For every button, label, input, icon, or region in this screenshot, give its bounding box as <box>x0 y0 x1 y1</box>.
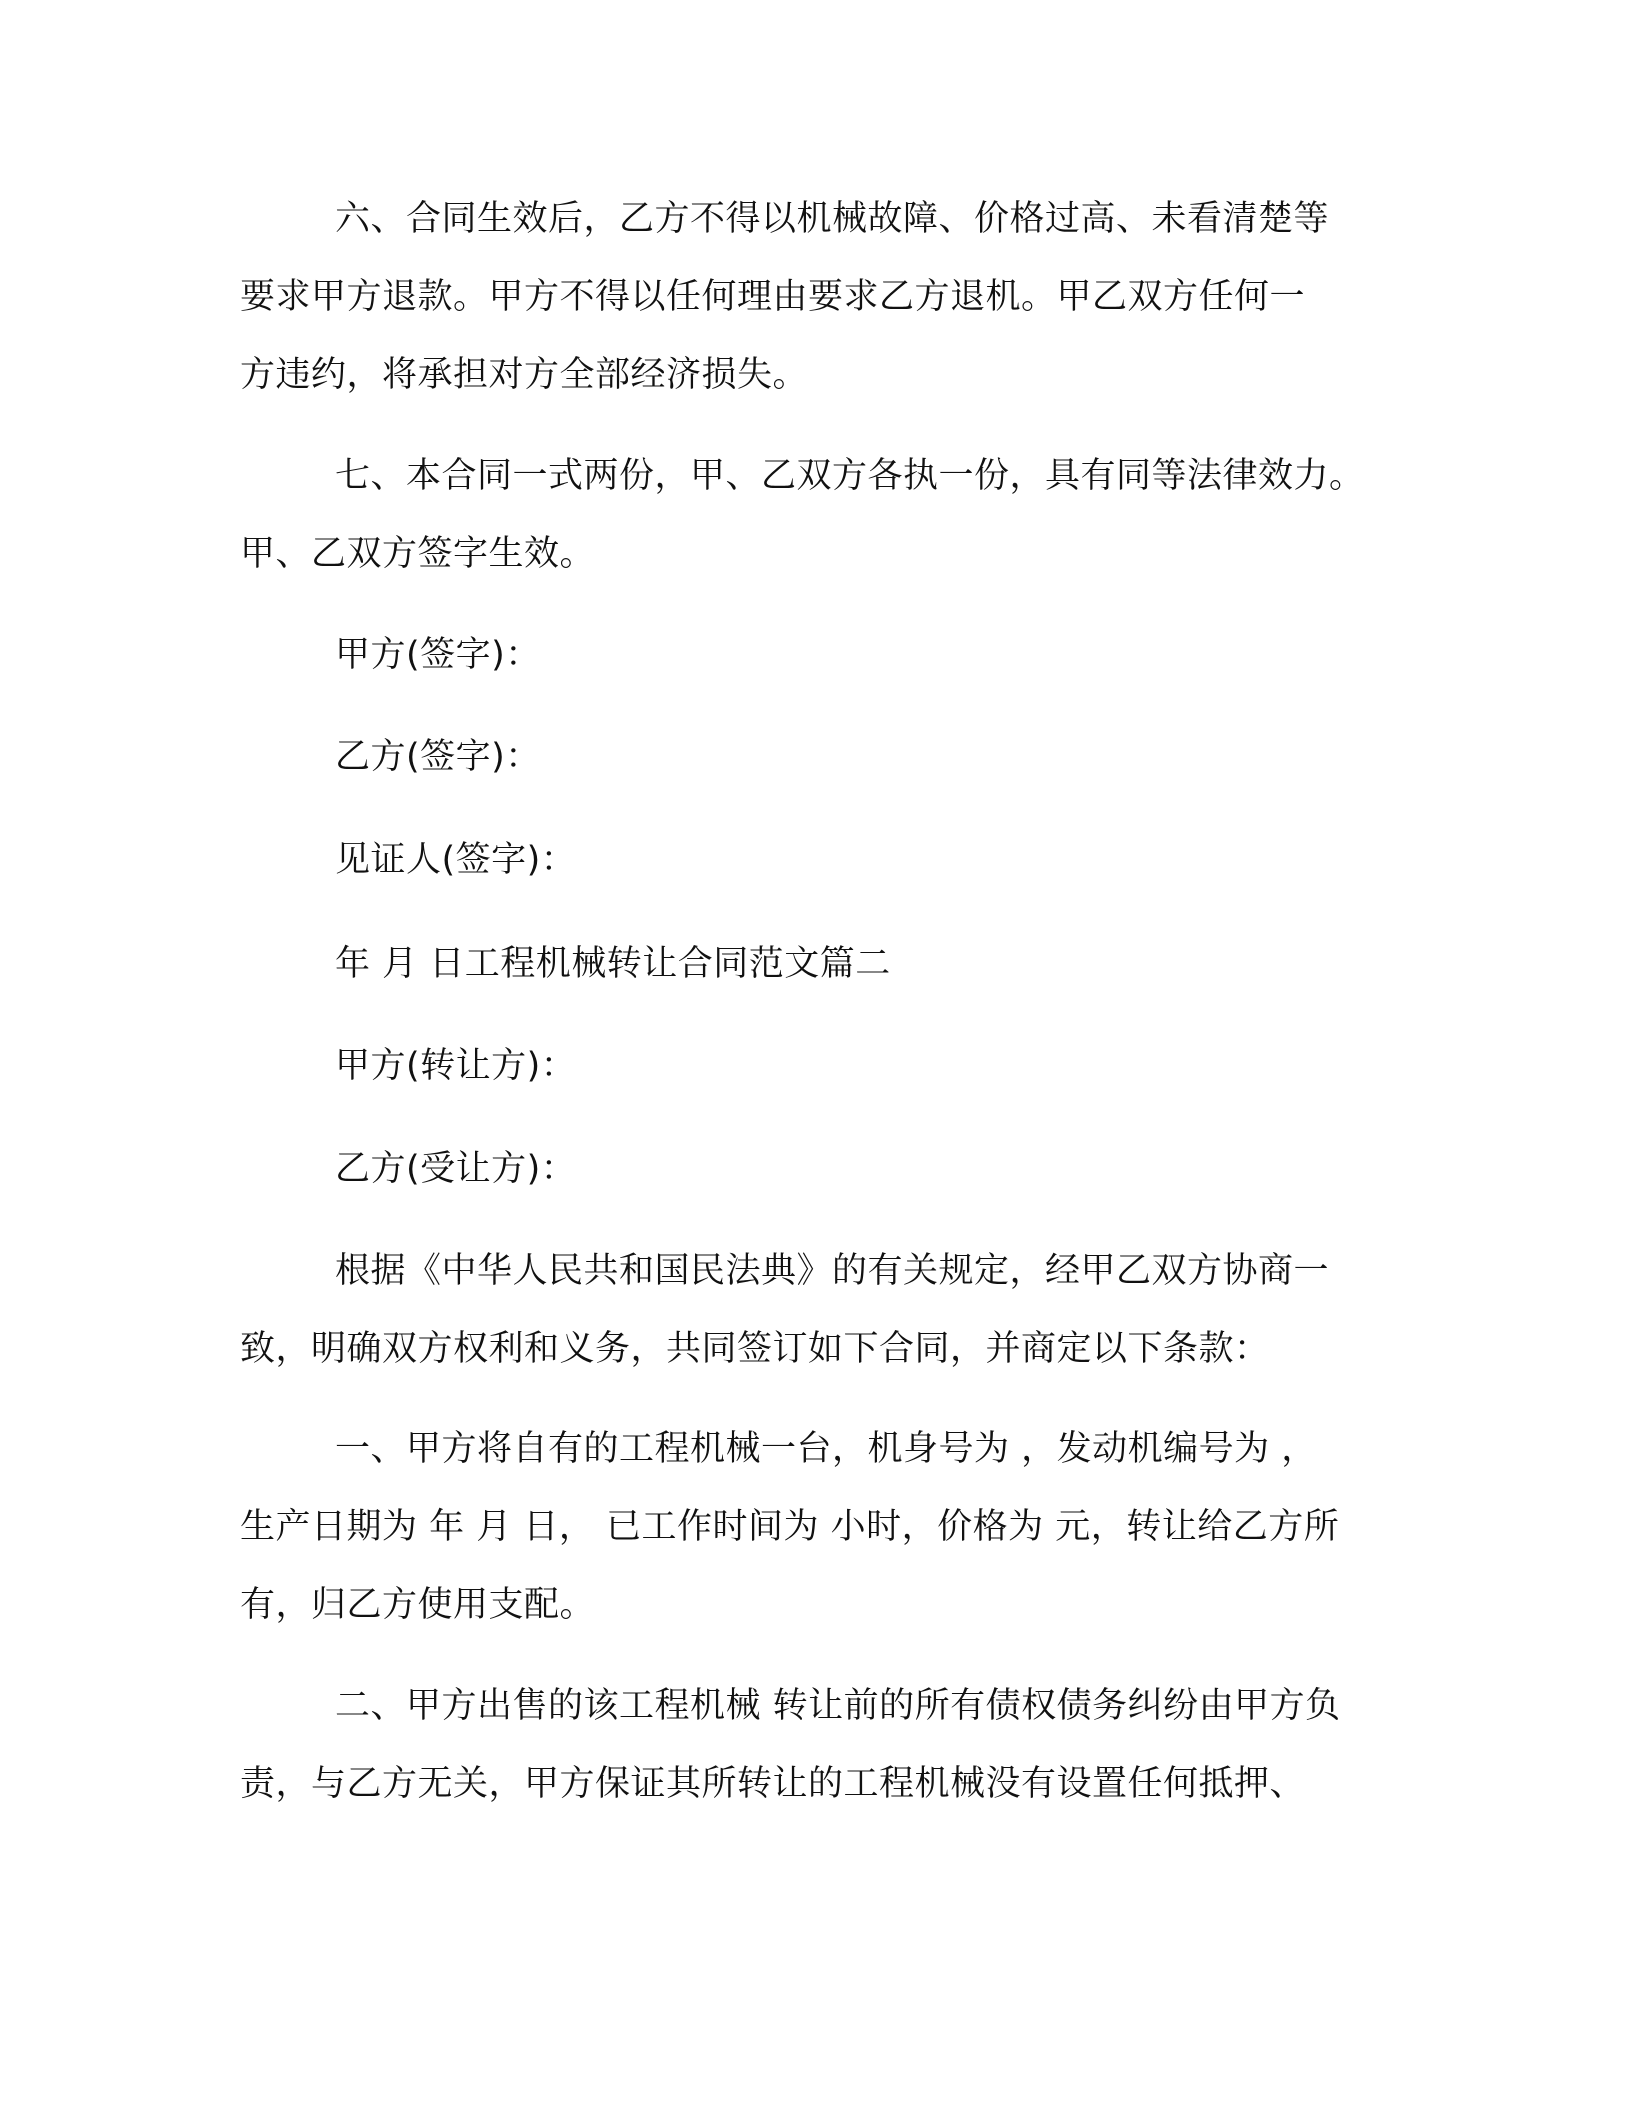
clause-six <box>240 180 1400 414</box>
text-line: 乙方(签字)： <box>335 737 541 777</box>
text-line: 六、合同生效后，乙方不得以机械故障、价格过高、未看清楚等 <box>335 199 1330 239</box>
text-line: 一、甲方将自有的工程机械一台，机身号为 ，发动机编号为 ， <box>335 1429 1317 1469</box>
party-b-transferee <box>240 1130 1400 1208</box>
text-line: 责，与乙方无关，甲方保证其所转让的工程机械没有设置任何抵押、 <box>240 1764 1306 1804</box>
party-a-transferor <box>240 1027 1400 1105</box>
preamble <box>240 1232 1400 1388</box>
text-line: 乙方(受让方)： <box>335 1149 577 1189</box>
party-b-signature <box>240 718 1400 796</box>
text-line: 致，明确双方权利和义务，共同签订如下合同，并商定以下条款： <box>240 1329 1270 1369</box>
party-a-signature <box>240 616 1400 694</box>
text-line: 甲方(转让方)： <box>335 1046 577 1086</box>
text-line: 七、本合同一式两份，甲、乙双方各执一份，具有同等法律效力。 <box>335 456 1365 496</box>
text-line: 有，归乙方使用支配。 <box>240 1585 596 1625</box>
clause-seven <box>240 437 1400 593</box>
text-line: 甲、乙双方签字生效。 <box>240 534 596 574</box>
text-line: 二、甲方出售的该工程机械 转让前的所有债权债务纠纷由甲方负 <box>335 1686 1341 1726</box>
text-line: 甲方(签字)： <box>335 635 541 675</box>
text-line: 要求甲方退款。甲方不得以任何理由要求乙方退机。甲乙双方任何一 <box>240 277 1306 317</box>
text-line: 生产日期为 年 月 日， 已工作时间为 小时，价格为 元，转让给乙方所 <box>240 1507 1340 1547</box>
date-and-section-title <box>240 925 1400 1003</box>
text-line: 见证人(签字)： <box>335 840 577 880</box>
text-line: 方违约，将承担对方全部经济损失。 <box>240 355 809 395</box>
text-line: 根据《中华人民共和国民法典》的有关规定，经甲乙双方协商一 <box>335 1251 1330 1291</box>
text-line: 年 月 日工程机械转让合同范文篇二 <box>335 944 891 984</box>
clause-two <box>240 1667 1400 1823</box>
witness-signature <box>240 821 1400 899</box>
clause-one <box>240 1410 1400 1644</box>
